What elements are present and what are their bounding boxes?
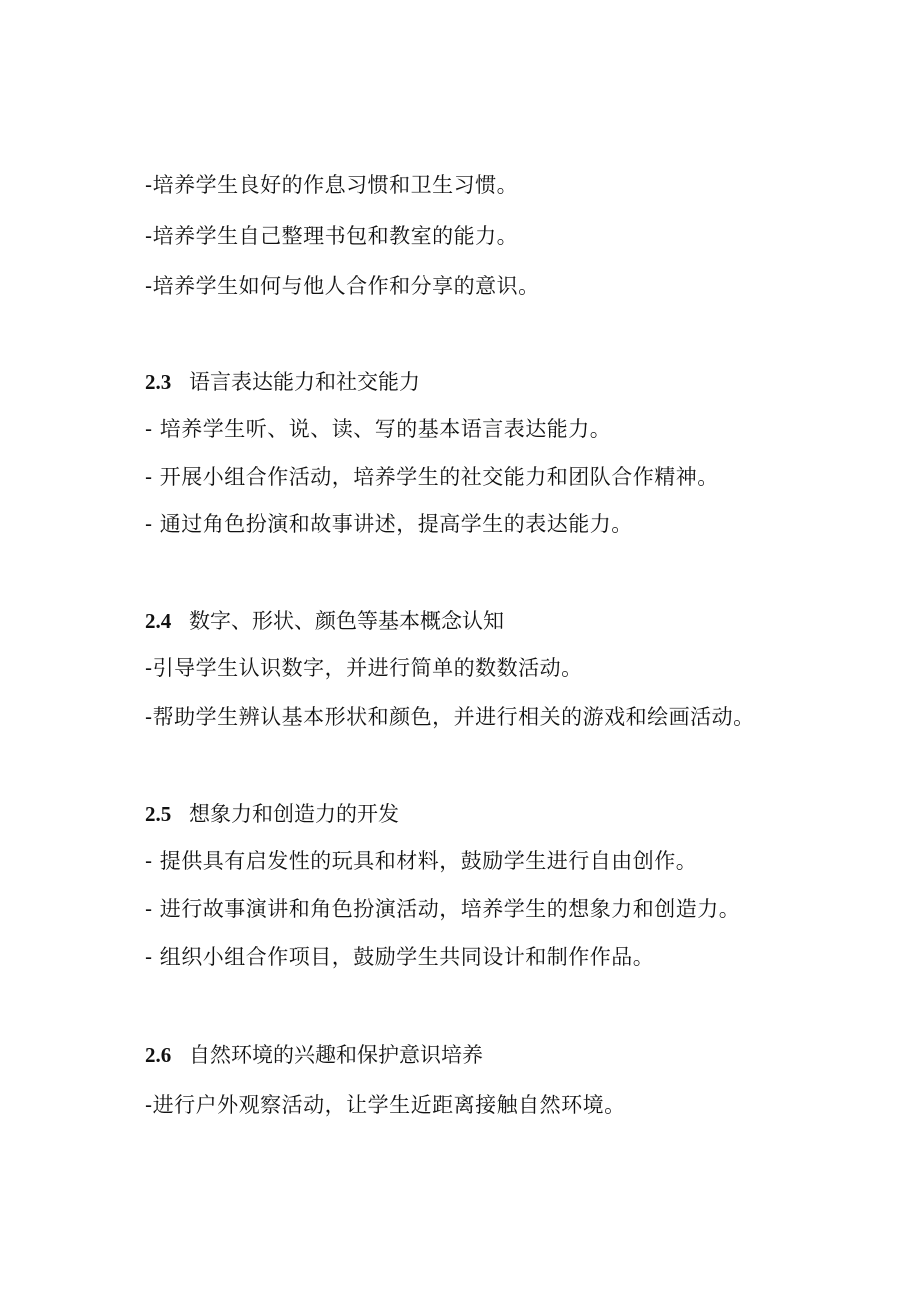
section-heading <box>145 607 504 635</box>
bullet-item: -培养学生自己整理书包和教室的能力。 <box>145 224 519 248</box>
section-heading <box>145 368 420 396</box>
section-number: 2.4 <box>145 609 172 633</box>
bullet-item: - 通过角色扮演和故事讲述，提高学生的表达能力。 <box>145 512 633 536</box>
bullet-item: - 培养学生听、说、读、写的基本语言表达能力。 <box>145 417 612 441</box>
section-number: 2.6 <box>145 1043 172 1067</box>
section-title: 自然环境的兴趣和保护意识培养 <box>189 1043 483 1067</box>
bullet-item: - 组织小组合作项目，鼓励学生共同设计和制作作品。 <box>145 945 655 969</box>
section-number: 2.3 <box>145 370 172 394</box>
bullet-item: - 开展小组合作活动，培养学生的社交能力和团队合作精神。 <box>145 465 719 489</box>
bullet-item: - 提供具有启发性的玩具和材料，鼓励学生进行自由创作。 <box>145 849 698 873</box>
bullet-item: -进行户外观察活动，让学生近距离接触自然环境。 <box>145 1093 626 1117</box>
section-title: 语言表达能力和社交能力 <box>189 370 420 394</box>
bullet-item: -帮助学生辨认基本形状和颜色，并进行相关的游戏和绘画活动。 <box>145 705 755 729</box>
bullet-item: - 进行故事演讲和角色扮演活动，培养学生的想象力和创造力。 <box>145 897 741 921</box>
section-title: 数字、形状、颜色等基本概念认知 <box>189 609 504 633</box>
section-title: 想象力和创造力的开发 <box>189 802 399 826</box>
bullet-item: -培养学生如何与他人合作和分享的意识。 <box>145 274 540 298</box>
bullet-item: -引导学生认识数字，并进行简单的数数活动。 <box>145 656 583 680</box>
bullet-item: -培养学生良好的作息习惯和卫生习惯。 <box>145 173 519 197</box>
section-heading <box>145 800 399 828</box>
section-number: 2.5 <box>145 802 172 826</box>
section-heading <box>145 1041 483 1069</box>
